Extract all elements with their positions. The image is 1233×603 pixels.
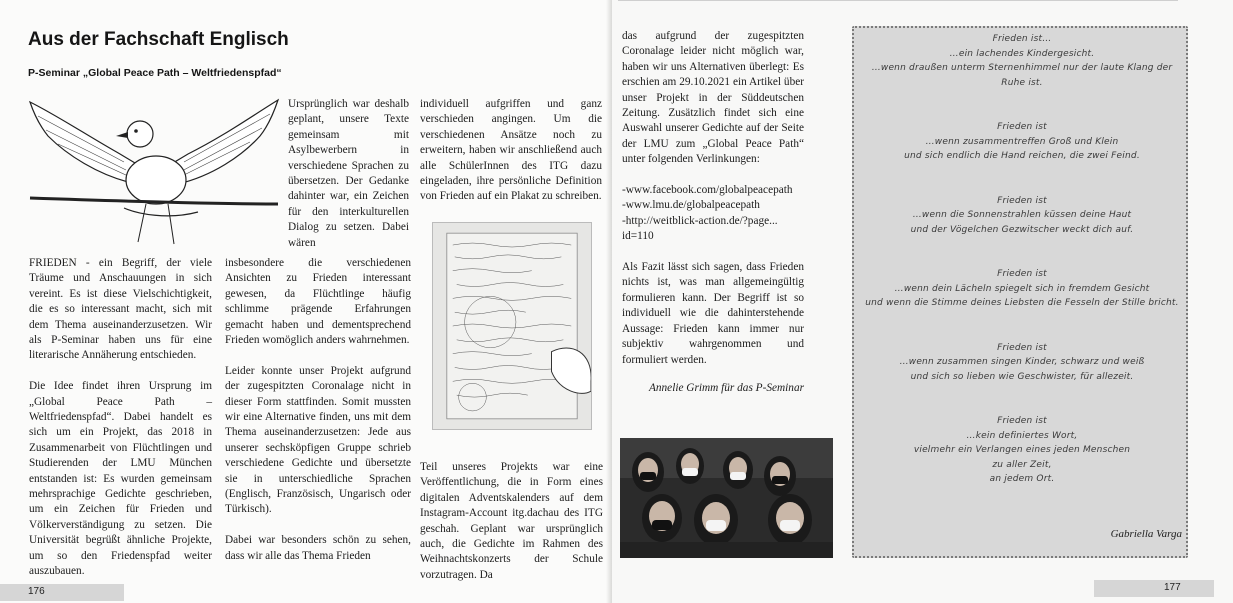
poem-stanza [864,194,1180,238]
poem-line: Ruhe ist. [1001,77,1043,88]
poem-line: Frieden ist… [992,34,1052,44]
paragraph: das aufgrund der zugespitzten Coronalage leider nicht möglich war, haben wir uns Alternativen überlegt: Es erschien am 29.10.2021 ein Artikel über unser Projekt in der Süddeutschen Zeitung. Zusätzlich findet sich eine Auswahl unserer Gedichte auf der Seite der LMU zum „Global Peace Path“ unter folgenden Verlinkungen: [622,30,804,166]
poem-line: …ein lachendes Kindergesicht. [949,48,1095,59]
page-number-right: 177 [1094,580,1214,597]
paragraph: Ursprünglich war deshalb geplant, unsere Texte gemeinsam mit Asylbewerbern in verschiedene Sprachen zu übersetzen. Der Gedanke dahinter war, ein Zeichen für den interkulturellen Dialog zu setzen. Dabei wären [288,98,409,249]
article-subtitle: P-Seminar „Global Peace Path – Weltfriedenspfad“ [28,67,282,79]
poem-stanza [864,32,1180,90]
paragraph: Teil unseres Projekts war eine Veröffentlichung, die in Form eines digitalen Adventskalenders auf dem Instagram-Account itg.dachau des ITG geschah. Geplant war ursprünglich auch, die Gedichte im Rahmen des Weihnachtskonzerts der Schule vorzutragen. Da [420,461,603,581]
page-number-left: 176 [0,584,124,601]
poem-line: …wenn die Sonnenstrahlen küssen deine Haut [912,210,1132,220]
paragraph: Als Fazit lässt sich sagen, dass Frieden nichts ist, was man allgemeingültig formulieren kann. Der Begriff ist so individuell wie die dahinterstehende Aussage: Frieden kann immer nur subjektiv wahrgenommen und formuliert werden. [622,261,804,366]
poem-stanza [864,267,1180,311]
poem-line: Frieden ist [997,269,1047,279]
poem-line: vielmehr ein Verlangen eines jeden Menschen [913,445,1131,455]
column-3-top [420,97,602,205]
poem-line: …wenn dein Lächeln spiegelt sich in fremdem Gesicht [894,283,1150,294]
poem-line: an jedem Ort. [989,474,1055,484]
poem-line: zu aller Zeit, [992,459,1052,470]
dove-illustration [28,96,280,246]
article-signature: Annelie Grimm für das P-Seminar [648,382,804,395]
poem-line: Frieden ist [997,122,1047,132]
poem-line: …wenn draußen unterm Sternenhimmel nur der laute Klang der [871,63,1173,73]
poem-line: Frieden ist [997,195,1047,206]
group-photo [620,438,833,558]
poem-line: und der Vögelchen Gezwitscher weckt dich auf. [910,224,1134,235]
poem-author: Gabriella Varga [1110,528,1182,540]
paragraph: insbesondere die verschiedenen Ansichten zu Frieden interessant gewesen, da Flüchtlinge häufig schlimme prägende Erfahrungen gemacht haben und dementsprechend Frieden womöglich anders wahrnehmen. [225,257,411,347]
poem-line: Frieden ist [997,416,1047,426]
article-title: Aus der Fachschaft Englisch [28,29,289,50]
column-3-bottom [420,460,603,583]
poem-line: …wenn zusammen singen Kinder, schwarz und weiß [899,357,1145,367]
left-page [0,0,612,603]
paragraph: Die Idee findet ihren Ursprung im „Global Peace Path – Weltfriedenspfad“. Dabei handelt es sich um ein Projekt, das 2018 in Zusammenarbeit von Flüchtlingen und Studierenden der LMU München entstanden ist: Es wurden gemeinsam mehrsprachige Gedichte geschrieben, um ein Zeichen für Frieden und Völkerverständigung zu setzen. Die Universität begrüßt ähnliche Projekte, um so den Friedenspfad weiter auszubauen. [29,380,212,578]
poem-stanza [864,414,1180,487]
poem-line: …wenn zusammentreffen Groß und Klein [925,136,1119,147]
link-item: id=110 [622,230,654,243]
column-4 [622,29,804,397]
paragraph: individuell aufgriffen und ganz verschieden angingen. Um die verschiedenen Ansätze noch zu erweitern, haben wir anschließend auch alle SchülerInnen des ITG dazu eingeladen, ihre persönliche Definition von Frieden auf ein Plakat zu schreiben. [420,98,602,203]
poem-line: und sich so lieben wie Geschwister, für allezeit. [910,371,1134,382]
peace-poster-photo [432,222,592,430]
column-1-top [288,97,409,251]
paragraph: Dabei war besonders schön zu sehen, dass wir alle das Thema Frieden [225,534,411,562]
poem-line: und sich endlich die Hand reichen, die zwei Feind. [904,151,1140,161]
column-2 [225,256,411,564]
link-item: -www.lmu.de/globalpeacepath [622,199,760,212]
poem [864,32,1180,517]
poem-line: …kein definiertes Wort, [966,430,1078,441]
top-rule [618,0,1178,1]
poem-stanza [864,120,1180,164]
poem-stanza [864,341,1180,385]
link-list [622,183,804,245]
poem-line: und wenn die Stimme deines Liebsten die Fesseln der Stille bricht. [865,298,1179,308]
link-item: -www.facebook.com/globalpeacepath [622,184,793,197]
poem-box [852,26,1188,558]
poem-line: Frieden ist [997,342,1047,353]
paragraph: Leider konnte unser Projekt aufgrund der zugespitzten Coronalage nicht in dieser Form stattfinden. Somit mussten wir eine Alternative finden, uns mit dem Thema auseinanderzusetzen: Jede aus unserer sechsköpfigen Gruppe schrieb verschiedene Gedichte und übersetzte sie in unterschiedliche Sprachen (Englisch, Französisch, Ungarisch oder Türkisch). [225,364,411,516]
paragraph: FRIEDEN - ein Begriff, der viele Träume und Anschauungen in sich vereint. Es ist diese Vielschichtigkeit, die es so interessant macht, sich mit dem Thema auseinanderzusetzen. Wir als P-Seminar haben uns für eine literarische Annäherung entschieden. [29,257,212,362]
link-item: -http://weitblick-action.de/?page... [622,214,778,227]
column-1 [29,256,212,580]
